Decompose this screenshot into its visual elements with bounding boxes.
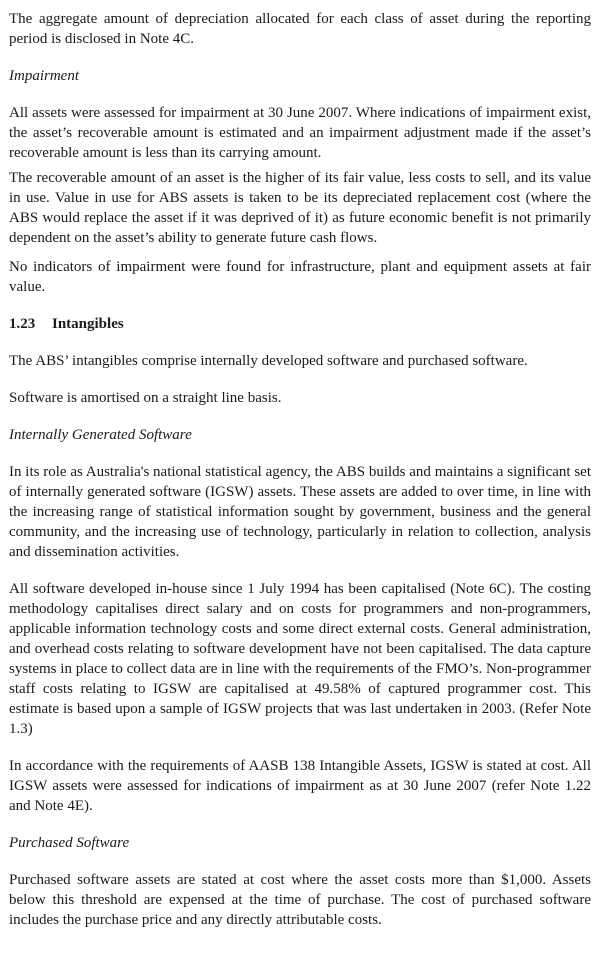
paragraph-intangibles-comprise: The ABS’ intangibles comprise internally developed software and purchased software. bbox=[9, 353, 528, 369]
section-title: Intangibles bbox=[52, 316, 124, 332]
paragraph-impairment-assessed: All assets were assessed for impairment at 30 June 2007. Where indications of impairment exist, the asset’s recoverable amount is estimated and an impairment adjustment made if the asset’s recoverable amount is less than its carrying amount. bbox=[9, 105, 591, 161]
section-heading-intangibles bbox=[9, 314, 591, 334]
subheading-internally-generated-software: Internally Generated Software bbox=[9, 427, 192, 443]
paragraph-software-amortised: Software is amortised on a straight line basis. bbox=[9, 390, 282, 406]
subheading-purchased-software: Purchased Software bbox=[9, 835, 130, 851]
paragraph-purchased-software: Purchased software assets are stated at cost where the asset costs more than $1,000. Assets below this threshold are expensed at the time of purchase. The cost of purchased software includes the purchase price and any directly attributable costs. bbox=[9, 872, 591, 928]
paragraph-depreciation-aggregate: The aggregate amount of depreciation allocated for each class of asset during the reporting period is disclosed in Note 4C. bbox=[9, 11, 591, 47]
paragraph-aasb138: In accordance with the requirements of AASB 138 Intangible Assets, IGSW is stated at cost. All IGSW assets were assessed for indications of impairment as at 30 June 2007 (refer Note 1.22 and Note 4E). bbox=[9, 758, 591, 814]
paragraph-recoverable-amount: The recoverable amount of an asset is the higher of its fair value, less costs to sell, and its value in use. Value in use for ABS assets is taken to be its depreciated replacement cost (where the ABS would replace the asset if it was deprived of it) as future economic benefit is not primarily dependent on the asset’s ability to generate future cash flows. bbox=[9, 170, 591, 246]
subheading-impairment: Impairment bbox=[9, 68, 79, 84]
paragraph-igsw-capitalisation: All software developed in-house since 1 July 1994 has been capitalised (Note 6C). The costing methodology capitalises direct salary and on costs for programmers and non-programmers, applicable information technology costs and some direct external costs. General administration, and overhead costs relating to software development have not been capitalised. The data capture systems in place to collect data are in line with the requirements of the FMO’s. Non-programmer staff costs relating to IGSW are capitalised at 49.58% of captured programmer cost. This estimate is based upon a sample of IGSW projects that was last undertaken in 2003. (Refer Note 1.3) bbox=[9, 581, 591, 737]
paragraph-no-impairment-indicators: No indicators of impairment were found for infrastructure, plant and equipment assets at fair value. bbox=[9, 259, 591, 295]
paragraph-igsw-role: In its role as Australia's national statistical agency, the ABS builds and maintains a significant set of internally generated software (IGSW) assets. These assets are added to over time, in line with the increasing range of statistical information sought by government, business and the general community, and the increasing use of technology, particularly in relation to collection, analysis and dissemination activities. bbox=[9, 464, 591, 560]
section-number: 1.23 bbox=[9, 316, 36, 332]
